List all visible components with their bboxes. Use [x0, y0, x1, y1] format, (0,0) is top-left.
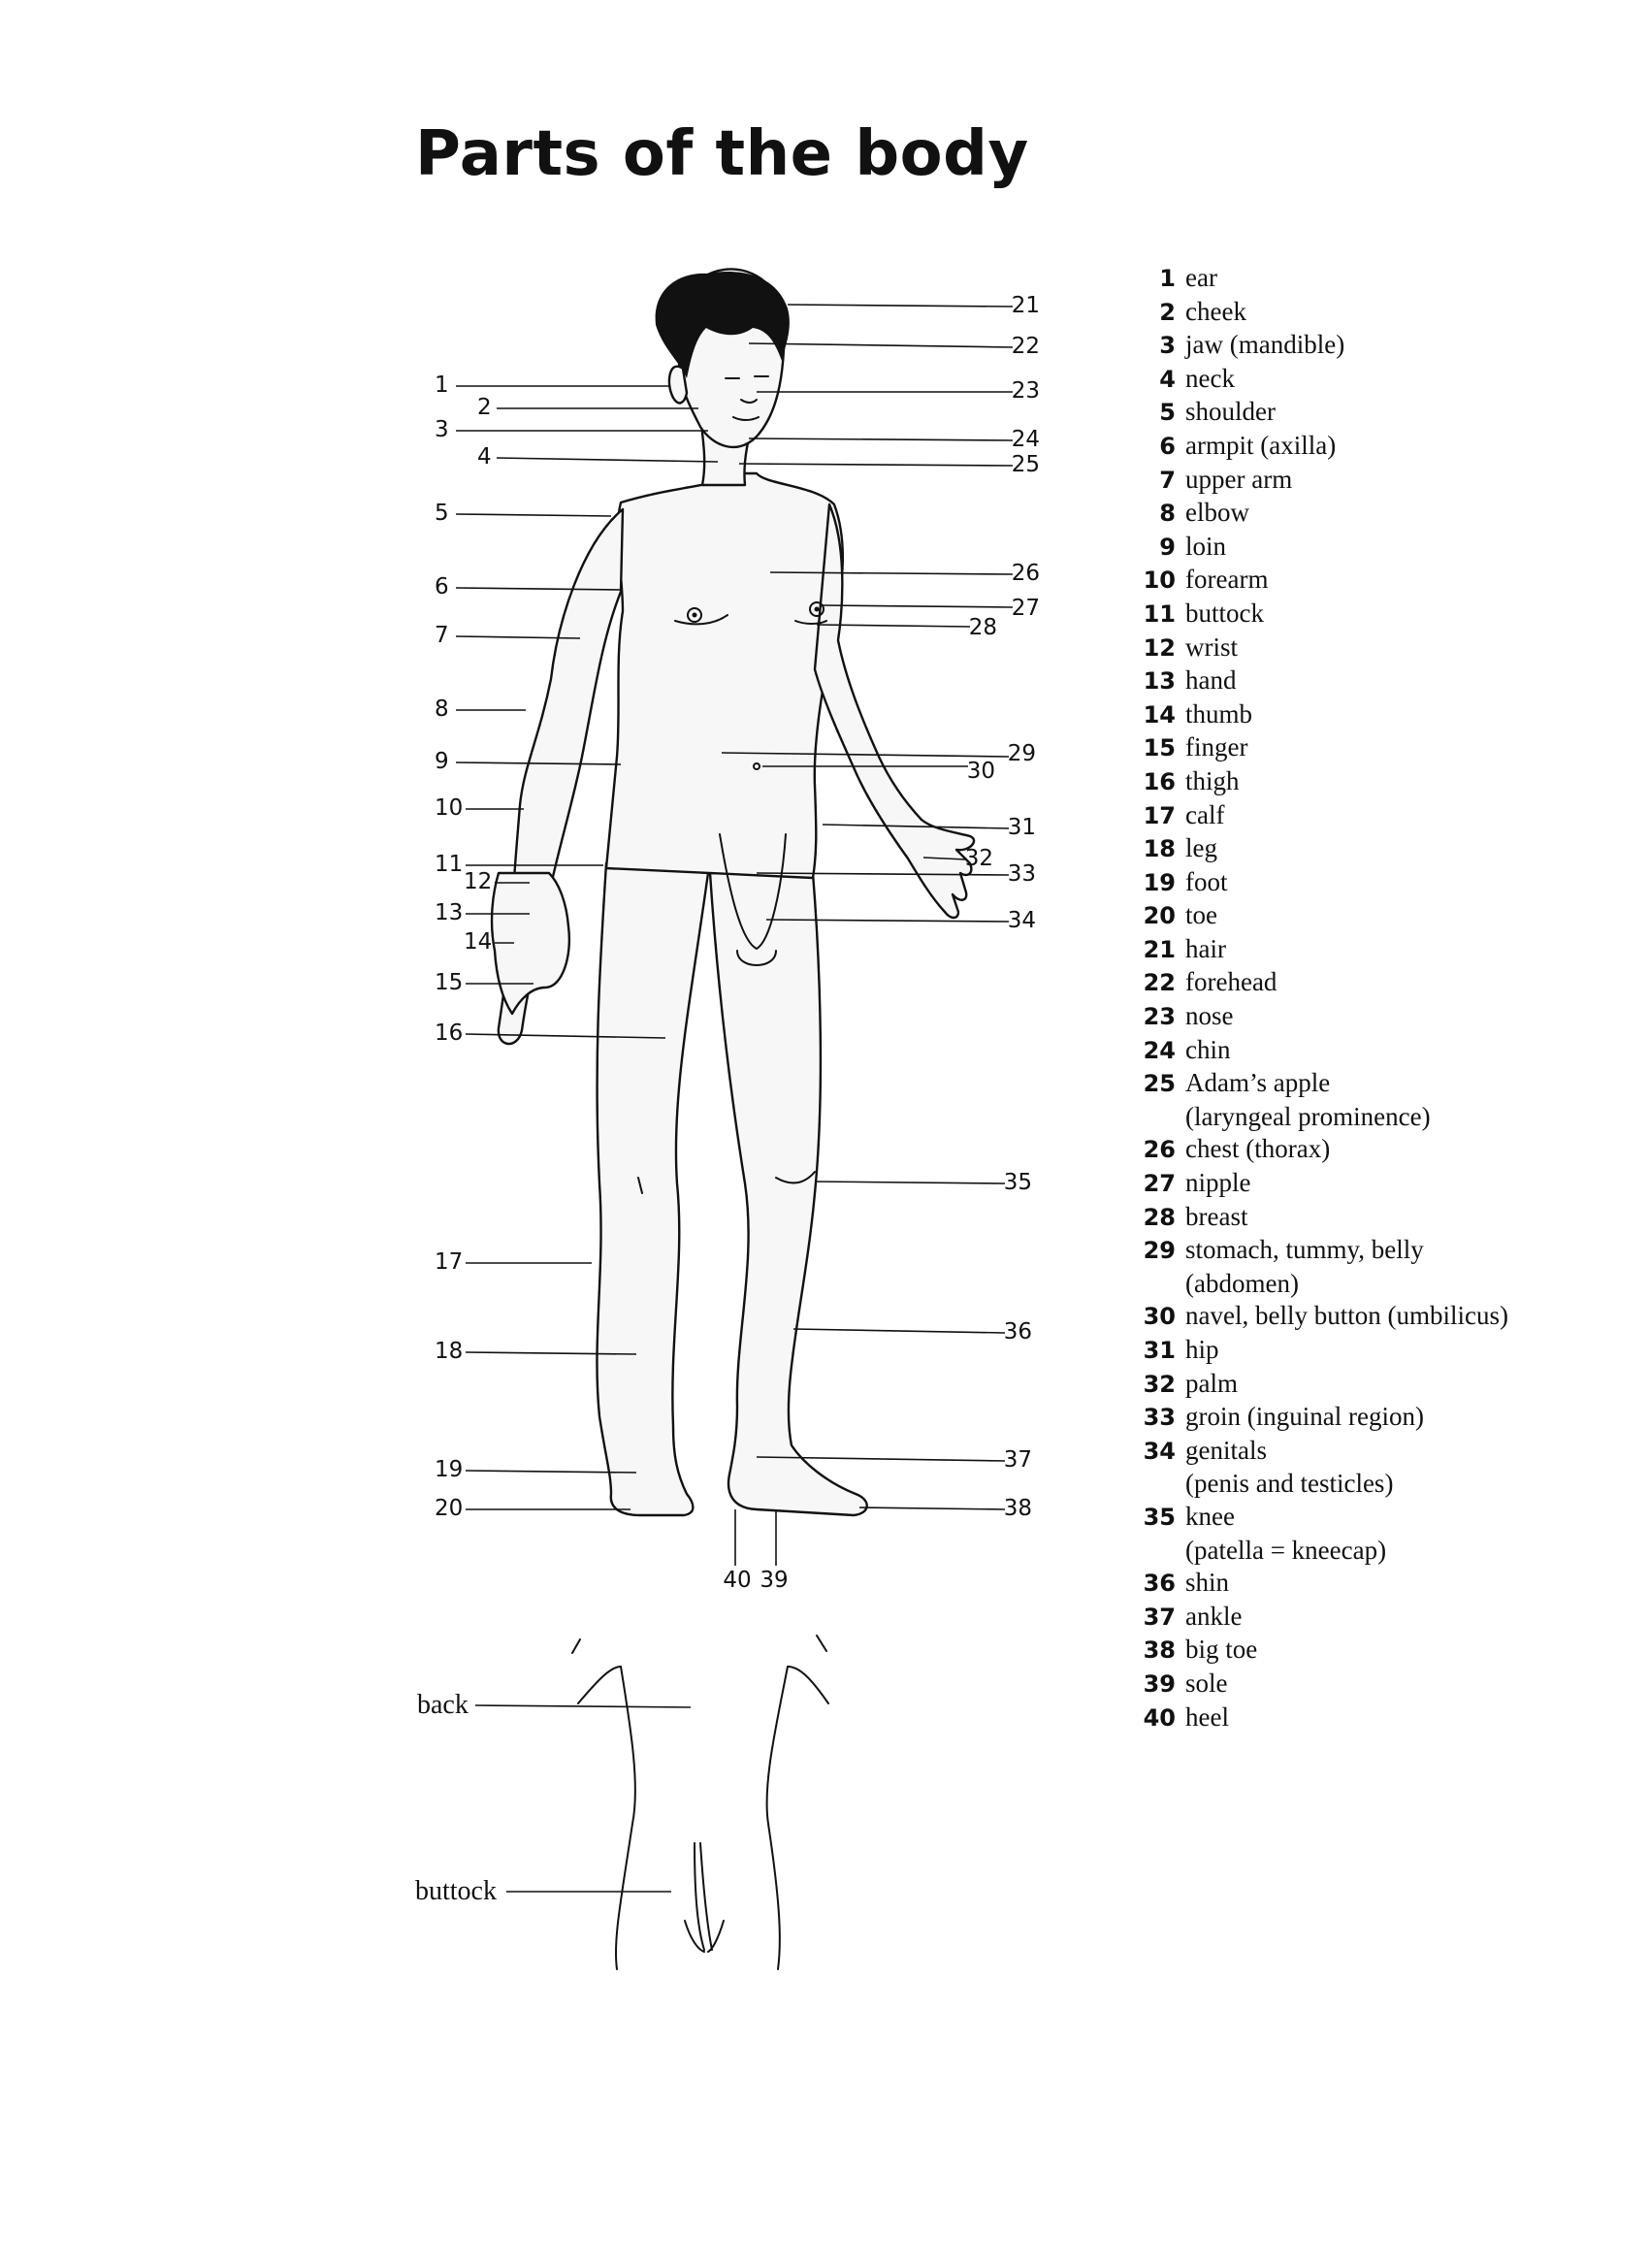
callout-6: 6 [435, 574, 449, 599]
callout-5: 5 [435, 501, 449, 526]
legend-number: 26 [1143, 1136, 1176, 1164]
right-arm [815, 504, 974, 918]
callout-31: 31 [1007, 815, 1036, 840]
callout-2: 2 [477, 395, 492, 420]
legend-number: 16 [1143, 767, 1176, 795]
legend-label: upper arm [1185, 464, 1293, 494]
legend-number: 23 [1143, 1003, 1176, 1031]
leader-line-24 [749, 438, 1013, 440]
right-leg [710, 873, 867, 1515]
leader-line-36 [793, 1329, 1005, 1333]
legend-label: buttock [1185, 598, 1264, 628]
legend-label: chest (thorax) [1185, 1134, 1331, 1164]
legend-number: 21 [1143, 935, 1176, 963]
legend-sublabel: (abdomen) [1185, 1268, 1299, 1298]
callout-29: 29 [1007, 741, 1036, 766]
leader-line-25 [739, 464, 1013, 466]
leader-line-21 [788, 305, 1013, 307]
callout-33: 33 [1007, 861, 1036, 887]
legend-label: palm [1185, 1368, 1238, 1398]
legend-number: 40 [1143, 1703, 1176, 1732]
callout-20: 20 [435, 1496, 464, 1521]
callout-3: 3 [435, 417, 449, 442]
legend-label: hand [1185, 665, 1237, 696]
callout-30: 30 [966, 759, 995, 784]
legend-label: navel, belly button (umbilicus) [1185, 1301, 1508, 1331]
legend-label: sole [1185, 1668, 1228, 1698]
back-label: back [417, 1690, 469, 1720]
legend-label: jaw (mandible) [1185, 330, 1345, 360]
legend-label: forehead [1185, 967, 1277, 997]
legend-number: 38 [1143, 1636, 1176, 1665]
legend-number: 34 [1143, 1437, 1176, 1465]
legend-number: 13 [1143, 667, 1176, 696]
callout-8: 8 [435, 697, 449, 722]
legend-label: neck [1185, 363, 1235, 393]
legend-number: 25 [1143, 1070, 1176, 1098]
legend-label: cheek [1185, 296, 1246, 326]
legend-label: hair [1185, 933, 1226, 963]
legend-label: toe [1185, 900, 1217, 930]
legend-number: 18 [1143, 835, 1176, 863]
legend-label: finger [1185, 732, 1248, 762]
callout-12: 12 [464, 869, 493, 894]
callout-11: 11 [435, 852, 464, 877]
legend-label: heel [1185, 1701, 1229, 1732]
leader-line-4 [497, 458, 718, 462]
legend-number: 1 [1159, 265, 1176, 292]
callout-38: 38 [1003, 1496, 1032, 1521]
legend-label: groin (inguinal region) [1185, 1402, 1424, 1432]
legend-label: genitals [1185, 1435, 1267, 1465]
legend-label: thigh [1185, 765, 1240, 795]
legend-label: nipple [1185, 1168, 1251, 1198]
callout-19: 19 [435, 1457, 464, 1482]
legend-number: 11 [1143, 599, 1176, 628]
legend-label: leg [1185, 833, 1217, 863]
legend-label: wrist [1185, 632, 1238, 662]
callout-4: 4 [477, 444, 492, 470]
legend-number: 5 [1159, 399, 1176, 427]
legend-label: ear [1185, 263, 1217, 292]
legend-number: 35 [1143, 1503, 1176, 1531]
legend-label: ankle [1185, 1601, 1243, 1631]
legend-sublabel: (laryngeal prominence) [1185, 1101, 1431, 1131]
legend-label: big toe [1185, 1635, 1258, 1665]
legend-number: 7 [1159, 466, 1176, 494]
callout-23: 23 [1011, 378, 1040, 404]
legend-label: hip [1185, 1335, 1219, 1364]
legend-number: 9 [1159, 533, 1176, 561]
left-leg [597, 863, 708, 1515]
legend-label: breast [1185, 1201, 1248, 1231]
legend-number: 39 [1143, 1669, 1176, 1698]
legend-number: 10 [1143, 567, 1176, 595]
legend-number: 3 [1159, 332, 1176, 360]
leader-line-9 [456, 762, 621, 764]
callout-40: 40 [723, 1568, 752, 1593]
legend-label: armpit (axilla) [1185, 430, 1337, 460]
legend-label: shin [1185, 1568, 1230, 1598]
callout-7: 7 [435, 623, 449, 648]
legend-number: 30 [1143, 1303, 1176, 1331]
legend-number: 19 [1143, 868, 1176, 896]
legend-label: calf [1185, 799, 1225, 829]
front-figure [492, 269, 974, 1515]
leader-line-5 [456, 514, 611, 516]
callout-14: 14 [464, 929, 493, 955]
legend-number: 24 [1143, 1036, 1176, 1064]
callout-10: 10 [435, 795, 464, 821]
legend-label: foot [1185, 866, 1228, 896]
legend-number: 20 [1143, 902, 1176, 930]
legend-number: 17 [1143, 801, 1176, 829]
legend-label: knee [1185, 1501, 1235, 1531]
legend-label: chin [1185, 1034, 1231, 1064]
legend-label: shoulder [1185, 397, 1276, 427]
callout-28: 28 [968, 615, 997, 640]
legend-number: 28 [1143, 1203, 1176, 1231]
legend-number: 37 [1143, 1603, 1176, 1631]
legend-label: thumb [1185, 698, 1253, 729]
torso [606, 473, 843, 878]
buttock-label: buttock [415, 1876, 497, 1906]
legend-label: forearm [1185, 565, 1269, 595]
legend-number: 22 [1143, 969, 1176, 997]
leader-line-22 [749, 343, 1013, 347]
legend-number: 32 [1143, 1370, 1176, 1398]
callout-15: 15 [435, 970, 464, 995]
legend-number: 4 [1159, 365, 1176, 393]
leader-line-35 [815, 1182, 1005, 1183]
callout-9: 9 [435, 749, 449, 774]
legend-label: nose [1185, 1001, 1234, 1031]
callout-21: 21 [1011, 293, 1040, 318]
callout-37: 37 [1003, 1447, 1032, 1473]
callout-36: 36 [1003, 1319, 1032, 1345]
legend-label: loin [1185, 531, 1227, 561]
callout-13: 13 [435, 900, 464, 925]
callout-17: 17 [435, 1249, 464, 1275]
callout-32: 32 [964, 846, 993, 871]
callout-22: 22 [1011, 334, 1040, 359]
legend-number: 8 [1159, 500, 1176, 528]
callout-25: 25 [1011, 452, 1040, 477]
legend-number: 14 [1143, 700, 1176, 729]
legend-sublabel: (penis and testicles) [1185, 1469, 1394, 1499]
legend-label: elbow [1185, 498, 1249, 528]
legend-number: 27 [1143, 1170, 1176, 1198]
callout-18: 18 [435, 1339, 464, 1364]
legend-number: 2 [1159, 298, 1176, 326]
legend-number: 29 [1143, 1237, 1176, 1265]
callout-35: 35 [1003, 1170, 1032, 1195]
callout-39: 39 [760, 1568, 789, 1593]
callout-1: 1 [435, 373, 449, 398]
legend-sublabel: (patella = kneecap) [1185, 1535, 1387, 1565]
callout-26: 26 [1011, 561, 1040, 586]
legend-number: 33 [1143, 1404, 1176, 1432]
legend-label: stomach, tummy, belly [1185, 1235, 1424, 1265]
legend-label: Adam’s apple [1185, 1068, 1331, 1098]
legend-number: 15 [1143, 734, 1176, 762]
leader-line-27 [823, 605, 1013, 607]
page-title: Parts of the body [415, 118, 1029, 190]
legend-number: 36 [1143, 1570, 1176, 1598]
legend-number: 6 [1159, 432, 1176, 460]
callout-16: 16 [435, 1021, 464, 1046]
leader-line-38 [859, 1507, 1005, 1509]
back-figure [572, 1636, 828, 1969]
callout-34: 34 [1007, 908, 1036, 933]
legend-number: 31 [1143, 1337, 1176, 1364]
callout-24: 24 [1011, 427, 1040, 452]
callout-27: 27 [1011, 596, 1040, 621]
legend-number: 12 [1143, 633, 1176, 662]
